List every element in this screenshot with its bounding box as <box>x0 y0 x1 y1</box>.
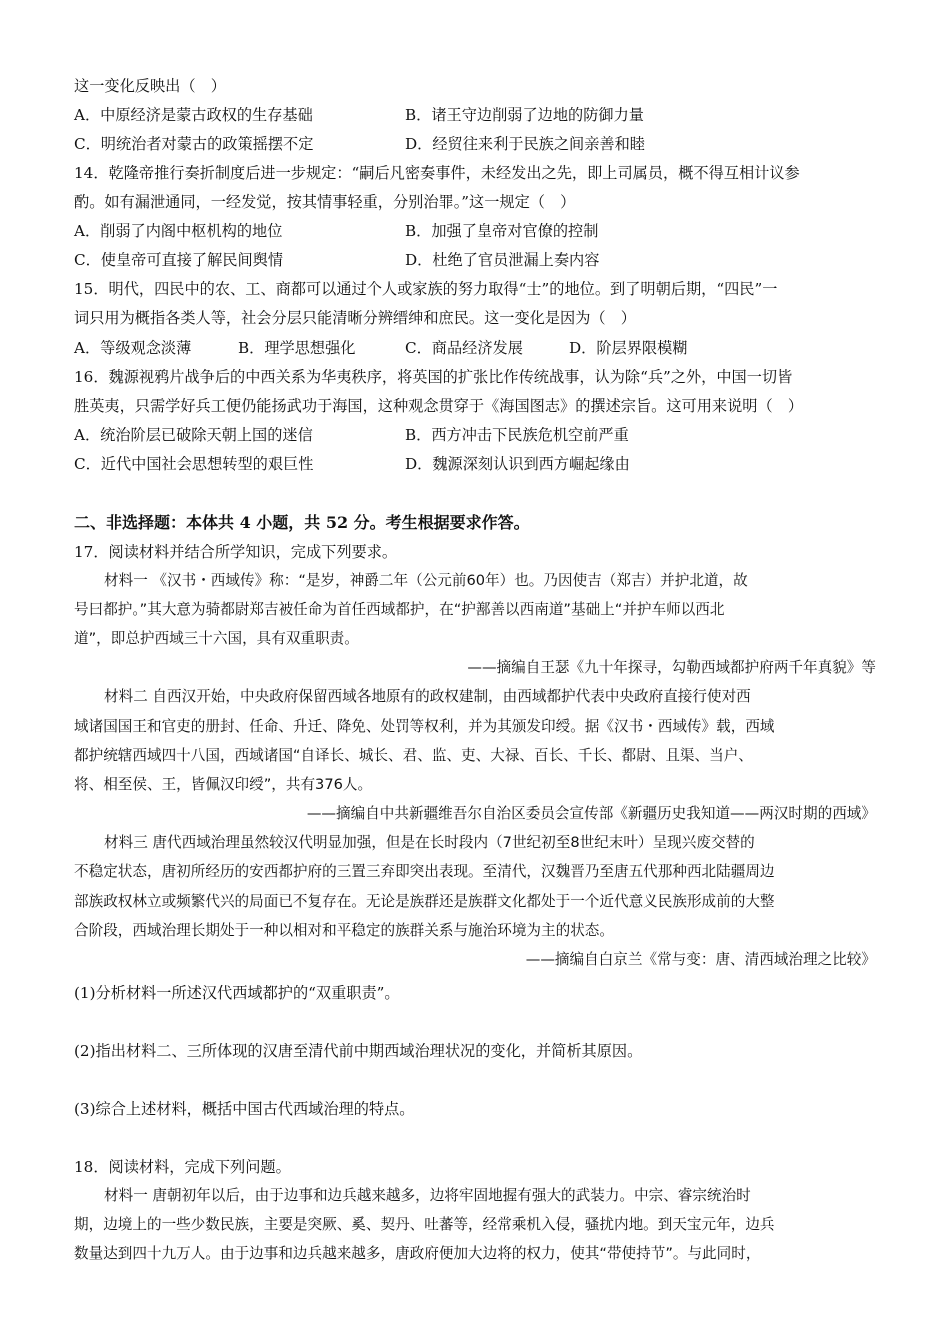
q14-option-d: D．杜绝了官员泄漏上奏内容 <box>405 251 600 269</box>
q17-material2-line2: 域诸国国王和官吏的册封、任命、升迁、降免、处罚等权利，并为其颁发印绶。据《汉书・西域传》载，西域 <box>74 718 775 735</box>
q16-option-b: B．西方冲击下民族危机空前严重 <box>405 426 629 444</box>
q16-option-d: D．魏源深刻认识到西方崛起缘由 <box>405 455 630 473</box>
q18-stem: 18．阅读材料，完成下列问题。 <box>74 1158 291 1176</box>
q13-option-d: D．经贸往来利于民族之间亲善和睦 <box>405 135 645 153</box>
q18-material1-line3: 数量达到四十九万人。由于边事和边兵越来越多，唐政府便加大边将的权力，使其“带使持节”。与此同时， <box>74 1245 761 1262</box>
q18-material1-line1: 材料一 唐朝初年以后，由于边事和边兵越来越多，边将牢固地握有强大的武装力。中宗、睿宗统治时 <box>104 1187 751 1204</box>
q14-option-c: C．使皇帝可直接了解民间舆情 <box>74 251 284 269</box>
section-heading: 二、非选择题：本体共 4 小题，共 52 分。考生根据要求作答。 <box>74 513 530 532</box>
q18-material1-line2: 期，边境上的一些少数民族，主要是突厥、奚、契丹、吐蕃等，经常乘机入侵，骚扰内地。到天宝元年，边兵 <box>74 1216 775 1233</box>
q16-option-c: C．近代中国社会思想转型的艰巨性 <box>74 455 314 473</box>
q15-option-d: D．阶层界限模糊 <box>569 339 688 357</box>
q17-sub-question-3: (3)综合上述材料，概括中国古代西域治理的特点。 <box>74 1100 415 1118</box>
q17-material3-source: ——摘编自白京兰《常与变：唐、清西域治理之比较》 <box>525 951 876 968</box>
q17-material3-line2: 不稳定状态，唐初所经历的安西都护府的三置三弃即突出表现。至清代，汉魏晋乃至唐五代那种西北陆疆周边 <box>74 863 775 880</box>
q17-material1-source: ——摘编自王瑟《九十年探寻，勾勒西域都护府两千年真貌》等 <box>467 659 876 676</box>
q13-stem-tail: 这一变化反映出（ ） <box>74 77 226 95</box>
q15-option-b: B．理学思想强化 <box>238 339 356 357</box>
q17-material2-line3: 都护统辖西域四十八国，西域诸国“自译长、城长、君、监、吏、大禄、百长、千长、都尉、且渠、当户、 <box>74 747 753 764</box>
q17-material3-line3: 部族政权林立或频繁代兴的局面已不复存在。无论是族群还是族群文化都处于一个近代意义民族形成前的大整 <box>74 893 775 910</box>
q14-option-a: A．削弱了内阁中枢机构的地位 <box>74 222 283 240</box>
q15-stem-line1: 15．明代，四民中的农、工、商都可以通过个人或家族的努力取得“士”的地位。到了明朝后期，“四民”一 <box>74 280 778 298</box>
q17-stem: 17．阅读材料并结合所学知识，完成下列要求。 <box>74 543 398 561</box>
q17-material2-line1: 材料二 自西汉开始，中央政府保留西域各地原有的政权建制，由西域都护代表中央政府直接行使对西 <box>104 688 751 705</box>
q17-material1-line3: 道”，即总护西域三十六国，具有双重职责。 <box>74 630 359 647</box>
q17-material1-line1: 材料一 《汉书・西域传》称：“是岁，神爵二年（公元前60年）也。乃因使吉（郑吉）并护北道，故 <box>104 572 748 589</box>
q14-option-b: B．加强了皇帝对官僚的控制 <box>405 222 599 240</box>
q16-stem-line2: 胜英夷，只需学好兵工便仍能扬武功于海国，这种观念贯穿于《海国图志》的撰述宗旨。这可用来说明（ ） <box>74 397 803 415</box>
q17-material3-line4: 合阶段，西域治理长期处于一种以相对和平稳定的族群关系与施治环境为主的状态。 <box>74 922 614 939</box>
q17-material1-line2: 号曰都护。”其大意为骑都尉郑吉被任命为首任西域都护，在“护鄯善以西南道”基础上“并护车师以西北 <box>74 601 725 618</box>
q17-material3-line1: 材料三 唐代西域治理虽然较汉代明显加强，但是在长时段内（7世纪初至8世纪末叶）呈现兴废交替的 <box>104 834 755 851</box>
q17-sub-question-2: (2)指出材料二、三所体现的汉唐至清代前中期西域治理状况的变化，并简析其原因。 <box>74 1042 643 1060</box>
q14-stem-line1: 14．乾隆帝推行奏折制度后进一步规定：“嗣后凡密奏事件，未经发出之先，即上司属员，概不得互相计议参 <box>74 164 800 182</box>
q16-option-a: A．统治阶层已破除天朝上国的迷信 <box>74 426 313 444</box>
q13-option-a: A．中原经济是蒙古政权的生存基础 <box>74 106 313 124</box>
q17-material2-source: ——摘编自中共新疆维吾尔自治区委员会宣传部《新疆历史我知道——两汉时期的西域》 <box>306 805 876 822</box>
q15-option-c: C．商品经济发展 <box>405 339 523 357</box>
q14-stem-line2: 酌。如有漏泄通同，一经发觉，按其情事轻重，分别治罪。”这一规定（ ） <box>74 193 576 211</box>
q13-option-c: C．明统治者对蒙古的政策摇摆不定 <box>74 135 314 153</box>
q17-material2-line4: 将、相至侯、王，皆佩汉印绶”，共有376人。 <box>74 776 373 793</box>
q17-sub-question-1: (1)分析材料一所述汉代西域都护的“双重职责”。 <box>74 984 400 1002</box>
q16-stem-line1: 16．魏源视鸦片战争后的中西关系为华夷秩序，将英国的扩张比作传统战事，认为除“兵”之外，中国一切皆 <box>74 368 793 386</box>
q15-option-a: A．等级观念淡薄 <box>74 339 192 357</box>
q15-stem-line2: 词只用为概指各类人等，社会分层只能清晰分辨缙绅和庶民。这一变化是因为（ ） <box>74 309 636 327</box>
q13-option-b: B．诸王守边削弱了边地的防御力量 <box>405 106 644 124</box>
